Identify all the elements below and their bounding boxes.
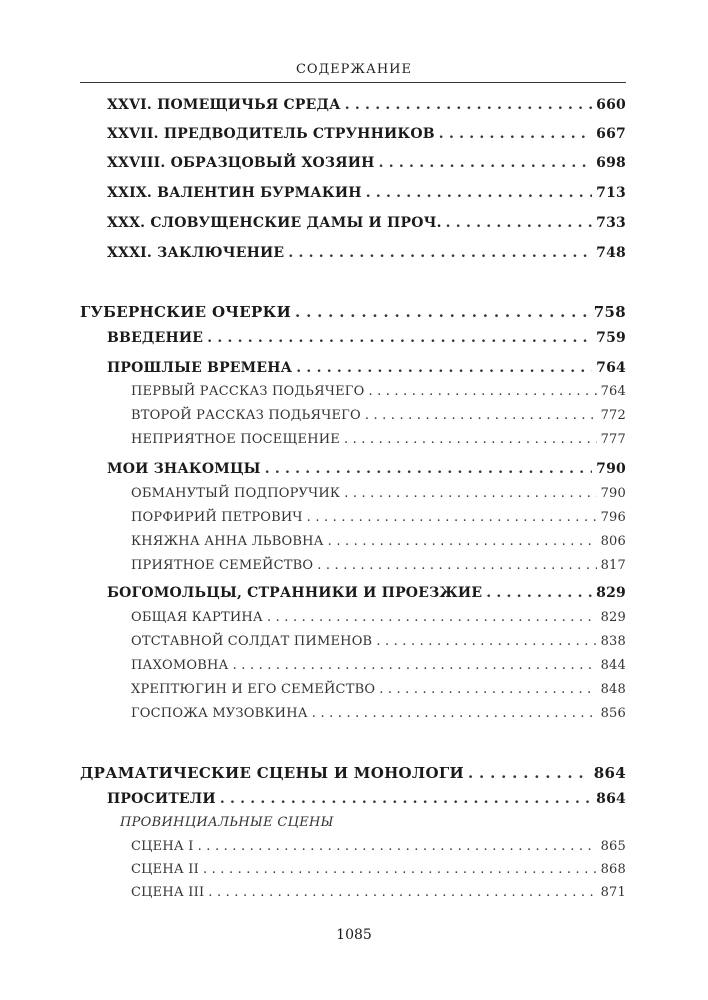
toc-section [107,360,626,376]
toc-part-page: 758 [593,303,626,321]
toc-entry [107,126,626,142]
toc-leader-dots [379,682,596,697]
toc-leader-dots [267,610,597,625]
toc-subentry-page: 868 [600,862,626,877]
toc-subentry [131,384,626,399]
running-header: СОДЕРЖАНИЕ [295,62,413,77]
toc-subentry-title: ПРИЯТНОЕ СЕМЕЙСТВО [131,558,314,573]
toc-subentry-page: 838 [600,634,626,649]
toc-section [107,791,626,807]
toc-subentry [131,885,626,900]
toc-subentry [131,408,626,423]
toc-subentry-page: 777 [600,432,626,447]
toc-subentry-title: ОБМАНУТЫЙ ПОДПОРУЧИК [131,486,341,501]
toc-leader-dots [288,245,592,261]
toc-subentry-title: ВТОРОЙ РАССКАЗ ПОДЬЯЧЕГО [131,408,361,423]
toc-section-page: 764 [596,360,626,376]
toc-leader-dots [376,634,596,649]
toc-leader-dots [365,408,597,423]
toc-section-title: ВВЕДЕНИЕ [107,330,204,346]
toc-entry-title: XXIX. ВАЛЕНТИН БУРМАКИН [107,185,362,201]
toc-entry-title: XXXI. ЗАКЛЮЧЕНИЕ [107,245,285,261]
toc-leader-dots [207,330,592,346]
toc-subentry [131,658,626,673]
toc-subentry-page: 865 [600,839,626,854]
toc-subentry-page: 790 [600,486,626,501]
toc-leader-dots [486,585,592,601]
toc-leader-dots [220,791,592,807]
toc-section-page: 829 [596,585,626,601]
toc-leader-dots [328,534,597,549]
toc-leader-dots [345,97,592,113]
toc-section-page: 790 [596,461,626,477]
toc-subentry-title: ПЕРВЫЙ РАССКАЗ ПОДЬЯЧЕГО [131,384,365,399]
toc-subentry-title: ОТСТАВНОЙ СОЛДАТ ПИМЕНОВ [131,634,373,649]
toc-entry-page: 713 [596,185,626,201]
toc-section-page: 864 [596,791,626,807]
toc-subentry-page: 764 [600,384,626,399]
toc-section [107,585,626,601]
toc-entry-title: XXVIII. ОБРАЗЦОВЫЙ ХОЗЯИН [107,155,375,171]
toc-leader-dots [344,432,597,447]
toc-subentry-page: 796 [600,510,626,525]
toc-leader-dots [265,461,592,477]
toc-leader-dots [198,839,597,854]
toc-entry-page: 660 [596,97,626,113]
toc-subentry-title: СЦЕНА III [131,885,205,900]
toc-section-title: ПРОСИТЕЛИ [107,791,216,807]
toc-entry [107,245,626,261]
toc-entry [107,185,626,201]
toc-subentry [131,534,626,549]
toc-entry [107,215,626,231]
toc-entry-page: 748 [596,245,626,261]
toc-subentry-title: ОБЩАЯ КАРТИНА [131,610,263,625]
toc-leader-dots [295,303,590,321]
toc-leader-dots [203,862,597,877]
toc-part [80,764,626,782]
toc-leader-dots [368,384,596,399]
toc-entry-title: XXX. СЛОВУЩЕНСКИЕ ДАМЫ И ПРОЧ. [107,215,442,231]
toc-leader-dots [317,558,596,573]
toc-part-title: ГУБЕРНСКИЕ ОЧЕРКИ [80,303,292,321]
toc-part-page: 864 [593,764,626,782]
toc-subentry [131,634,626,649]
toc-subentry-title: ПАХОМОВНА [131,658,229,673]
toc-subentry-page: 844 [600,658,626,673]
toc-leader-dots [296,360,592,376]
toc-section-title: БОГОМОЛЬЦЫ, СТРАННИКИ И ПРОЕЗЖИЕ [107,585,483,601]
toc-subentry [131,558,626,573]
toc-subentry-page: 772 [600,408,626,423]
page-number: 1085 [336,927,372,943]
toc-leader-dots [379,155,593,171]
toc-leader-dots [468,764,590,782]
toc-subentry [131,862,626,877]
toc-subentry [131,610,626,625]
toc-subentry [131,510,626,525]
toc-subentry [131,432,626,447]
toc-subentry-page: 871 [600,885,626,900]
toc-leader-dots [344,486,596,501]
toc-subentry [131,486,626,501]
toc-subentry-title: СЦЕНА II [131,862,199,877]
toc-section [107,461,626,477]
toc-subentry-title: СЦЕНА I [131,839,194,854]
toc-entry-page: 667 [596,126,626,142]
toc-subentry-page: 817 [600,558,626,573]
toc-subentry-page: 829 [600,610,626,625]
toc-subentry-title: НЕПРИЯТНОЕ ПОСЕЩЕНИЕ [131,432,340,447]
toc-entry-title: XXVI. ПОМЕЩИЧЬЯ СРЕДА [107,97,341,113]
toc-subentry-page: 856 [600,706,626,721]
toc-entry [107,155,626,171]
toc-part [80,303,626,321]
toc-subentry-title: КНЯЖНА АННА ЛЬВОВНА [131,534,324,549]
toc-leader-dots [312,706,597,721]
toc-entry-page: 698 [596,155,626,171]
header-rule [80,82,626,83]
toc-section-title: ПРОШЛЫЕ ВРЕМЕНА [107,360,293,376]
toc-section [107,330,626,346]
toc-subentry [131,682,626,697]
toc-leader-dots [439,126,592,142]
toc-subentry [131,839,626,854]
toc-subentry-title: ПОРФИРИЙ ПЕТРОВИЧ [131,510,303,525]
toc-leader-dots [233,658,597,673]
toc-subentry-page: 806 [600,534,626,549]
toc-entry-title: XXVII. ПРЕДВОДИТЕЛЬ СТРУННИКОВ [107,126,435,142]
toc-subheading: ПРОВИНЦИАЛЬНЫЕ СЦЕНЫ [120,815,334,830]
toc-leader-dots [208,885,596,900]
toc-subentry-title: ХРЕПТЮГИН И ЕГО СЕМЕЙСТВО [131,682,376,697]
toc-subentry-page: 848 [600,682,626,697]
toc-subentry [131,706,626,721]
toc-section-title: МОИ ЗНАКОМЦЫ [107,461,261,477]
toc-entry [107,97,626,113]
toc-leader-dots [307,510,597,525]
toc-leader-dots [366,185,592,201]
toc-section-page: 759 [596,330,626,346]
toc-subentry-title: ГОСПОЖА МУЗОВКИНА [131,706,308,721]
toc-entry-page: 733 [596,215,626,231]
toc-leader-dots [446,215,593,231]
toc-part-title: ДРАМАТИЧЕСКИЕ СЦЕНЫ И МОНОЛОГИ [80,764,464,782]
